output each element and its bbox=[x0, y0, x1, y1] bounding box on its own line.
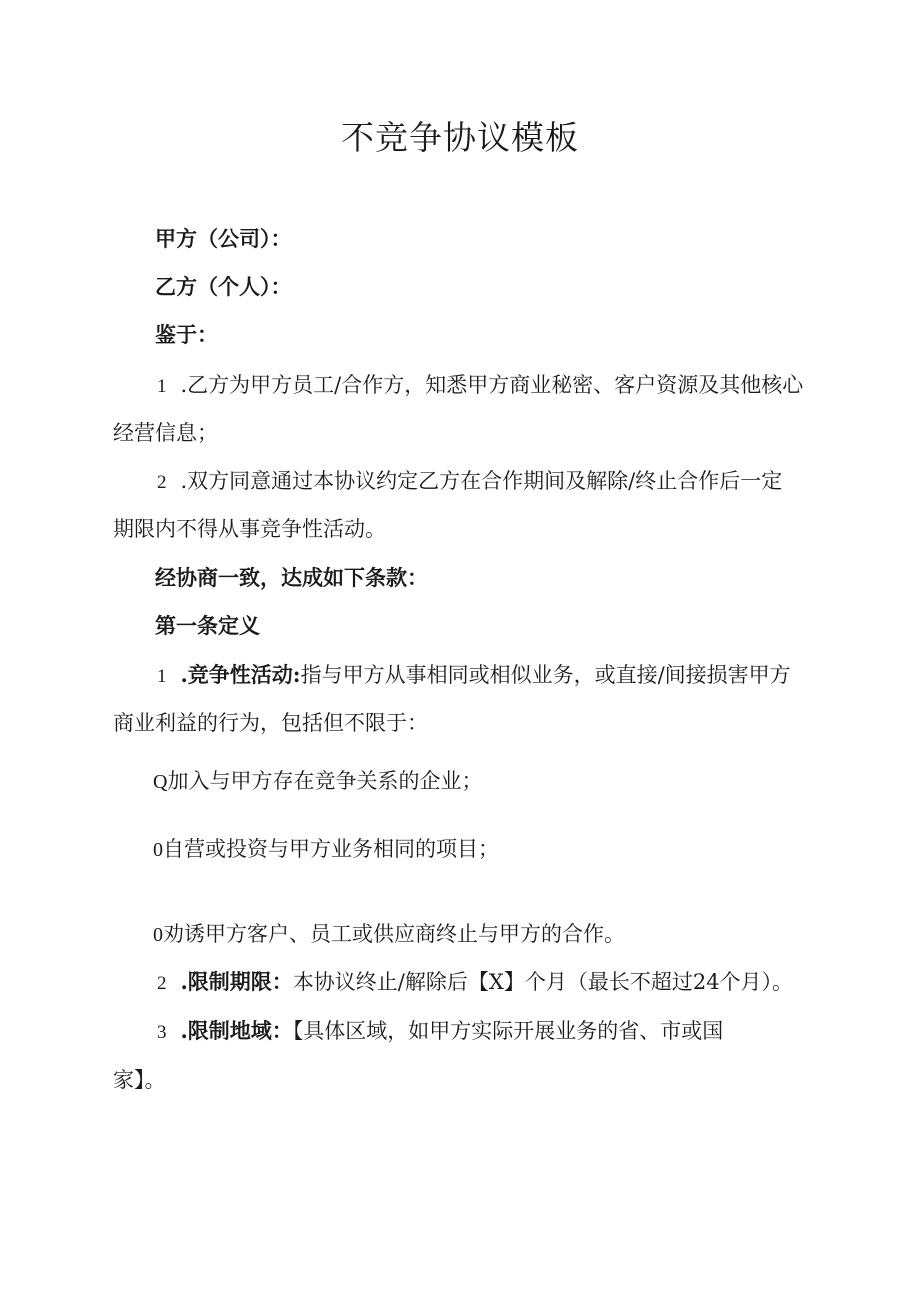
definition-2-line bbox=[157, 967, 793, 999]
recital-2-text: .双方同意通过本协议约定乙方在合作期间及解除/终止合作后一定 bbox=[180, 469, 783, 493]
recital-1-line-1 bbox=[157, 370, 803, 402]
definition-1-text: 指与甲方从事相同或相似业务，或直接/间接损害甲方 bbox=[300, 663, 791, 687]
recital-2-line-1 bbox=[157, 466, 782, 498]
article-1-heading: 第一条定义 bbox=[155, 613, 260, 638]
subitem-1-marker: Q bbox=[153, 771, 168, 793]
subitem-2 bbox=[153, 834, 499, 865]
agreement-intro: 经协商一致，达成如下条款： bbox=[155, 565, 428, 590]
subitem-3-text: 劝诱甲方客户、员工或供应商终止与甲方的合作。 bbox=[163, 922, 625, 946]
definition-1-number: 1 bbox=[157, 666, 167, 687]
definition-2-text: 本协议终止/解除后【X】个月（最长不超过24个月）。 bbox=[292, 970, 794, 994]
subitem-3-marker: 0 bbox=[153, 924, 163, 946]
whereas-heading: 鉴于： bbox=[155, 322, 218, 347]
definition-2-number: 2 bbox=[157, 973, 167, 994]
definition-1-term: .竞争性活动: bbox=[180, 662, 301, 687]
party-a-label: 甲方（公司）： bbox=[155, 226, 292, 251]
definition-3-term: .限制地域： bbox=[180, 1018, 293, 1043]
subitem-3 bbox=[153, 919, 625, 950]
definition-1-line-2: 商业利益的行为，包括但不限于： bbox=[113, 711, 428, 735]
party-b-label: 乙方（个人）： bbox=[155, 274, 292, 299]
recital-1-text: .乙方为甲方员工/合作方，知悉甲方商业秘密、客户资源及其他核心 bbox=[180, 373, 804, 397]
recital-2-number: 2 bbox=[157, 472, 167, 493]
recital-1-line-2: 经营信息； bbox=[113, 421, 218, 445]
recital-2-line-2: 期限内不得从事竞争性活动。 bbox=[113, 517, 386, 541]
definition-3-number: 3 bbox=[157, 1022, 167, 1043]
definition-3-text: 【具体区域，如甲方实际开展业务的省、市或国 bbox=[292, 1019, 724, 1043]
subitem-1-text: 加入与甲方存在竞争关系的企业； bbox=[167, 769, 483, 793]
subitem-2-marker: 0 bbox=[153, 839, 163, 861]
definition-3-line-2: 家】。 bbox=[113, 1068, 166, 1092]
subitem-1 bbox=[153, 766, 482, 797]
definition-3-line-1 bbox=[157, 1016, 723, 1048]
definition-1-line-1 bbox=[157, 660, 791, 692]
definition-2-term: .限制期限： bbox=[180, 969, 293, 994]
subitem-2-text: 自营或投资与甲方业务相同的项目； bbox=[163, 837, 499, 861]
document-title: 不竞争协议模板 bbox=[341, 118, 579, 157]
recital-1-number: 1 bbox=[157, 376, 167, 397]
